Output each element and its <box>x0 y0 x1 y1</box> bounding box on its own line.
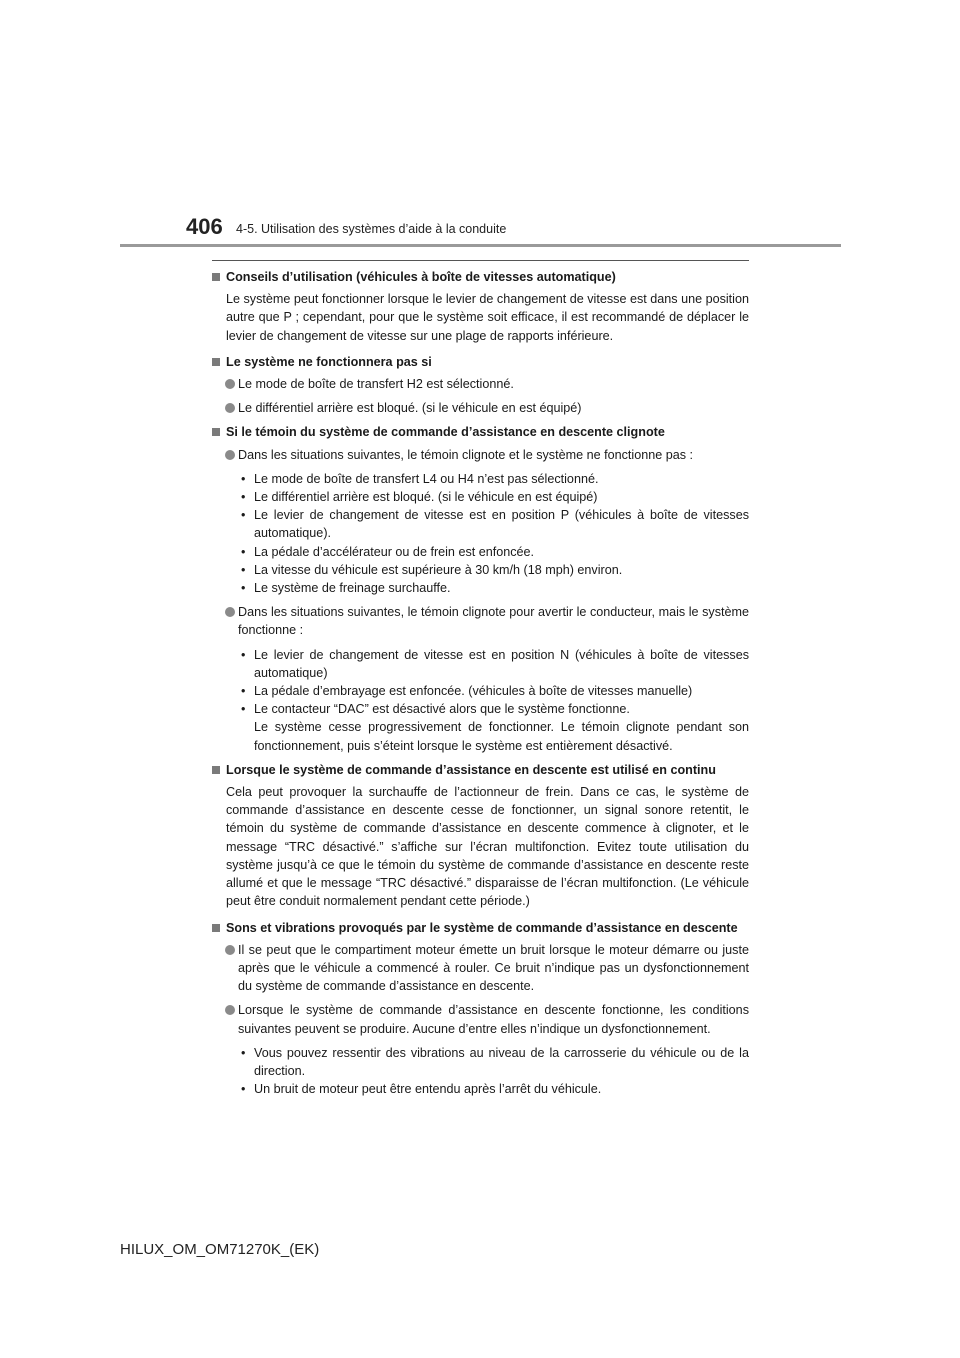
sub-list <box>238 1044 749 1099</box>
header-divider <box>120 244 841 247</box>
dot-marker-icon: • <box>241 647 246 662</box>
square-bullet-icon <box>212 766 220 774</box>
sub-list-item: • Le levier de changement de vitesse est en position N (véhicules à boîte de vitesses automatique) <box>241 647 749 680</box>
dot-marker-icon: • <box>241 581 246 596</box>
dot-marker-icon: • <box>241 544 246 559</box>
page-number: 406 <box>186 214 223 239</box>
section-heading: Conseils d’utilisation (véhicules à boîte de vitesses automatique) <box>212 268 749 286</box>
dot-marker-icon: • <box>241 508 246 523</box>
dot-marker-icon: • <box>241 1045 246 1060</box>
circle-bullet-icon <box>225 945 235 955</box>
sub-list <box>238 470 749 597</box>
list-item: Dans les situations suivantes, le témoin clignote pour avertir le conducteur, mais le système fonctionne : <box>212 603 749 639</box>
square-bullet-icon <box>212 273 220 281</box>
dot-marker-icon: • <box>241 562 246 577</box>
square-bullet-icon <box>212 358 220 366</box>
list-item: Dans les situations suivantes, le témoin clignote et le système ne fonctionne pas : <box>212 446 749 464</box>
sub-list-item: • Le mode de boîte de transfert L4 ou H4 n’est pas sélectionné. <box>238 470 749 488</box>
sub-list-item: • Le système de freinage surchauffe. <box>238 579 749 597</box>
square-bullet-icon <box>212 924 220 932</box>
sub-list-item: • La vitesse du véhicule est supérieure à 30 km/h (18 mph) environ. <box>238 561 749 579</box>
sub-list <box>238 646 749 755</box>
section-indicator-flashes <box>212 423 749 754</box>
section-title: 4-5. Utilisation des systèmes d’aide à la conduite <box>236 222 507 236</box>
sub-list-item: • Le levier de changement de vitesse est en position P (véhicules à boîte de vitesses automatique). <box>241 508 749 541</box>
list-item: Il se peut que le compartiment moteur émette un bruit lorsque le moteur démarre ou juste après que le véhicule a commencé à rouler. Ce bruit n’indique pas un dysfonctionnement du système de commande d’assistance en descente. <box>212 941 749 996</box>
circle-bullet-icon <box>225 607 235 617</box>
section-heading: Si le témoin du système de commande d’assistance en descente clignote <box>212 423 749 441</box>
list-item: Lorsque le système de commande d’assistance en descente fonctionne, les conditions suivantes peuvent se produire. Aucune d’entre elles n’indique un dysfonctionnement. <box>212 1001 749 1037</box>
page-header <box>0 0 960 250</box>
dot-marker-icon: • <box>241 490 246 505</box>
section-paragraph: Le système peut fonctionner lorsque le levier de changement de vitesse est dans une position autre que P ; cependant, pour que le système soit efficace, il est recommandé de déplacer le levier de changement de vitesse sur une plage de rapports inférieure. <box>226 292 749 343</box>
square-bullet-icon <box>212 428 220 436</box>
page-content <box>212 268 749 1104</box>
circle-bullet-icon <box>225 379 235 389</box>
list-item: Le mode de boîte de transfert H2 est sélectionné. <box>212 375 749 393</box>
sub-list-item: • Vous pouvez ressentir des vibrations au niveau de la carrosserie du véhicule ou de la direction. <box>241 1045 749 1078</box>
section-heading: Lorsque le système de commande d’assistance en descente est utilisé en continu <box>212 761 749 779</box>
sub-list-item-continuation: Le système cesse progressivement de fonctionner. Le témoin clignote pendant son fonctionnement, puis s’éteint lorsque le système est entièrement désactivé. <box>254 720 749 753</box>
sub-list-item: • Le différentiel arrière est bloqué. (si le véhicule en est équipé) <box>238 488 749 506</box>
section-heading: Sons et vibrations provoqués par le système de commande d’assistance en descente <box>212 919 749 937</box>
dot-marker-icon: • <box>241 702 246 717</box>
sub-list-item: • La pédale d’embrayage est enfoncée. (véhicules à boîte de vitesses manuelle) <box>238 682 749 700</box>
dot-marker-icon: • <box>241 684 246 699</box>
sub-list-item: • La pédale d’accélérateur ou de frein est enfoncée. <box>238 543 749 561</box>
dot-marker-icon: • <box>241 1082 246 1097</box>
section-heading: Le système ne fonctionnera pas si <box>212 353 749 371</box>
section-continuous-use <box>212 761 749 911</box>
section-not-operate <box>212 353 749 418</box>
section-sounds-vibrations <box>212 919 749 1099</box>
document-code: HILUX_OM_OM71270K_(EK) <box>120 1241 320 1258</box>
sub-list-item: • Un bruit de moteur peut être entendu après l’arrêt du véhicule. <box>238 1080 749 1098</box>
content-divider <box>212 260 749 261</box>
circle-bullet-icon <box>225 1005 235 1015</box>
dot-marker-icon: • <box>241 471 246 486</box>
circle-bullet-icon <box>225 450 235 460</box>
section-usage-tips <box>212 268 749 345</box>
list-item: Le différentiel arrière est bloqué. (si le véhicule en est équipé) <box>212 399 749 417</box>
section-paragraph: Cela peut provoquer la surchauffe de l’actionneur de frein. Dans ce cas, le système de commande d’assistance en descente cesse de fonctionner, un signal sonore retentit, le témoin du système de commande d’assistance en descente commence à clignoter, et le message “TRC désactivé.” s’affiche sur l’écran multifonction. Evitez toute utilisation du système jusqu’à ce que le témoin du système de commande d’assistance en descente reste allumé et que le message “TRC désactivé.” disparaisse de l’écran multifonction. (Le véhicule peut être conduit normalement pendant cette période.) <box>226 785 749 909</box>
sub-list-item: • Le contacteur “DAC” est désactivé alors que le système fonctionne. <box>238 700 749 718</box>
circle-bullet-icon <box>225 403 235 413</box>
